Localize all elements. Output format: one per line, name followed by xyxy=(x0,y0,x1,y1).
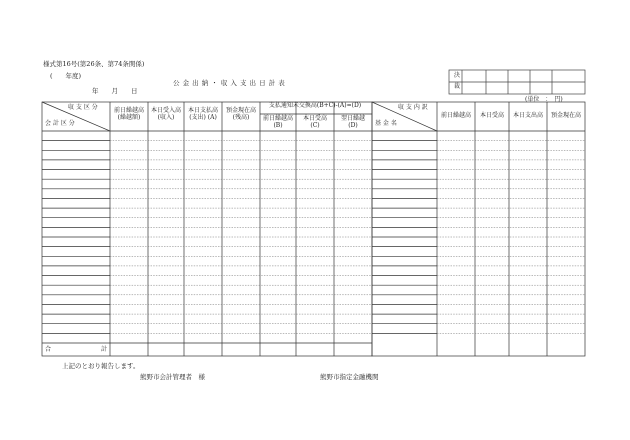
right-col-today-received: 本日受高 xyxy=(479,112,504,119)
col-header-today-received: 本日受入高 (収入) xyxy=(150,107,181,121)
fiscal-year: ( 年度) xyxy=(50,72,82,80)
right-col-today-paid: 本日支出高 xyxy=(512,112,543,119)
approval-sai-label: 裁 xyxy=(454,83,461,90)
corner-shushi-kubun: 収 支 区 分 xyxy=(68,104,98,111)
recipient: 熊野市会計管理者 様 xyxy=(140,373,205,381)
sender: 熊野市指定金融機関 xyxy=(320,373,379,381)
left-table-frame xyxy=(42,102,372,356)
right-table-frame xyxy=(372,102,585,356)
total-label-left: 合 xyxy=(45,346,52,353)
sub-header-d: 翌日繰越 (D) xyxy=(340,115,365,129)
sub-header-c: 本日受高 (C) xyxy=(302,115,327,129)
approval-ketsu-label: 決 xyxy=(454,72,461,79)
group-header-unexchanged: 支払通知未交換高(B+C)-(A)=(D) xyxy=(268,102,362,109)
col-header-today-paid: 本日支払高 (支出) (A) xyxy=(187,107,218,121)
report-date: 年 月 日 xyxy=(92,87,138,95)
approval-box xyxy=(449,70,585,94)
form-title: 公 金 出 納 ・ 収 入 支 出 日 計 表 xyxy=(173,79,286,87)
table-lines xyxy=(42,102,585,356)
unit-label: (単位 ： 円) xyxy=(525,96,563,103)
table-row-lines xyxy=(110,141,585,334)
form-number: 様式第16号(第26条、第74条関係) xyxy=(43,60,145,68)
total-label-right: 計 xyxy=(101,346,108,353)
right-col-prev-carryover: 前日繰越高 xyxy=(440,112,471,119)
sub-header-b: 前日繰越高 (B) xyxy=(262,115,293,129)
right-col-deposit-balance: 預金現在高 xyxy=(550,112,581,119)
corner-kikin-mei: 基 金 名 xyxy=(375,120,397,127)
col-header-prev-carryover: 前日繰越高 (繰越額) xyxy=(113,107,144,121)
corner-shushi-uchiwake: 収 支 内 訳 xyxy=(398,104,428,111)
col-header-deposit-balance: 預金現在高 (残高) xyxy=(225,107,256,121)
report-statement: 上記のとおり報告します。 xyxy=(62,362,140,370)
corner-kaikei-kubun: 会 計 区 分 xyxy=(45,120,75,127)
